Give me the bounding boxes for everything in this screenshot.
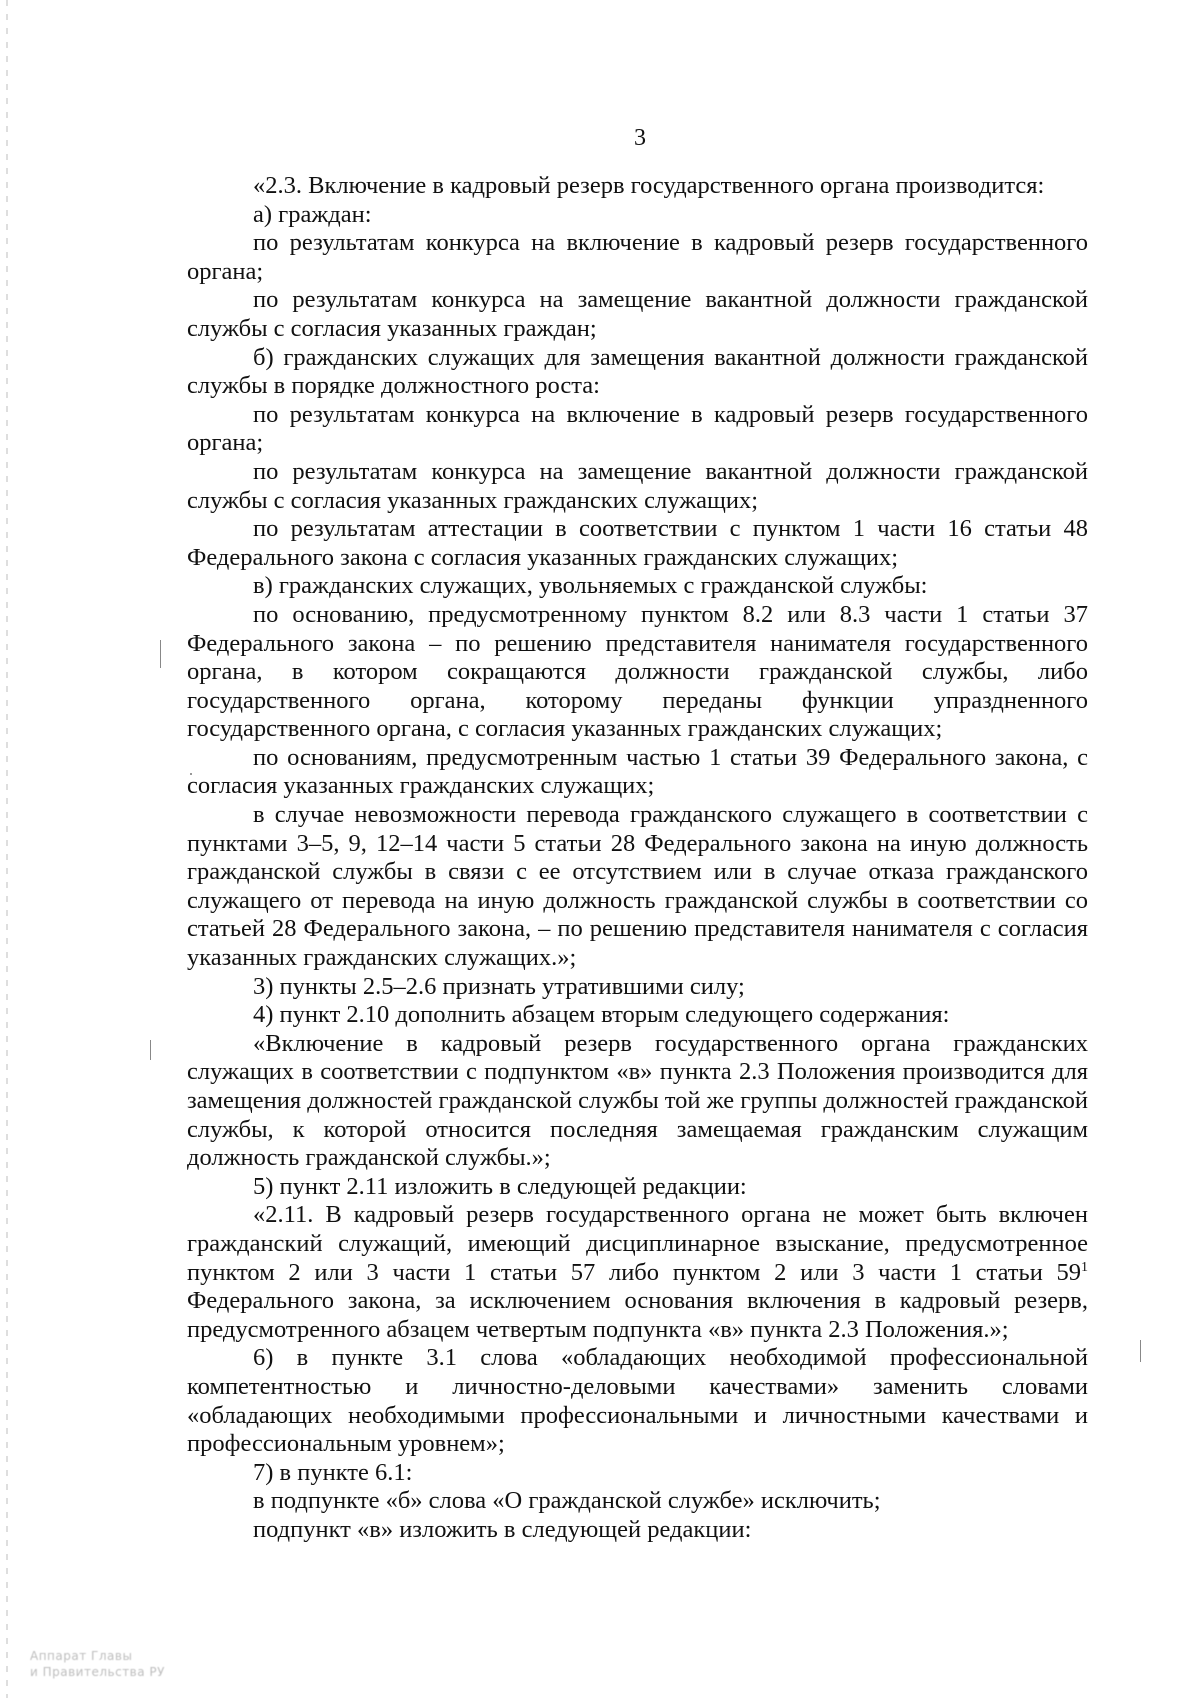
paragraph: по результатам конкурса на включение в кадровый резерв государственного органа;: [187, 229, 1088, 285]
scan-mark: [160, 640, 161, 668]
paragraph: подпункт «в» изложить в следующей редакции:: [253, 1515, 752, 1543]
paragraph-2-11: [187, 1201, 1088, 1344]
superscript: 1: [1081, 1259, 1088, 1275]
paragraph-2-11-text-b: Федерального закона, за исключением основания включения в кадровый резерв, предусмотренного абзацем четвертым подпункта «в» пункта 2.3 Положения.»;: [187, 1287, 1088, 1343]
paragraph: в подпункте «б» слова «О гражданской службе» исключить;: [253, 1487, 881, 1515]
scan-mark: [1140, 1340, 1141, 1362]
stamp-line: Аппарат Главы: [30, 1649, 133, 1663]
paragraph: по основанию, предусмотренному пунктом 8.2 или 8.3 части 1 статьи 37 Федерального закона – по решению представителя нанимателя государственного органа, в котором сокращаются должности гражданской службы, либо государственного органа, которому переданы функции упраздненного государственного органа, с согласия указанных гражданских служащих;: [187, 600, 1088, 743]
page-number: 3: [634, 125, 646, 151]
document-body: [187, 172, 1088, 1545]
paragraph: в случае невозможности перевода гражданского служащего в соответствии с пунктами 3–5, 9, 12–14 части 5 статьи 28 Федерального закона на иную должность гражданской службы в связи с ее отсутствием или в случае отказа гражданского служащего от перевода на иную должность гражданской службы в соответствии со статьей 28 Федерального закона, – по решению представителя нанимателя с согласия указанных гражданских служащих.»;: [187, 801, 1088, 972]
paragraph: 6) в пункте 3.1 слова «обладающих необходимой профессиональной компетентностью и личностно-деловыми качествами» заменить словами «обладающих необходимыми профессиональными и личностными качествами и профессиональным уровнем»;: [187, 1344, 1088, 1458]
paragraph-2-11-text-a: «2.11. В кадровый резерв государственного органа не может быть включен гражданский служащий, имеющий дисциплинарное взыскание, предусмотренное пунктом 2 или 3 части 1 статьи 57 либо пунктом 2 или 3 части 1 статьи 59: [187, 1201, 1088, 1286]
paragraph: по результатам конкурса на замещение вакантной должности гражданской службы с согласия указанных граждан;: [187, 286, 1088, 342]
paragraph: 3) пункты 2.5–2.6 признать утратившими силу;: [253, 972, 745, 1000]
paragraph: 5) пункт 2.11 изложить в следующей редакции:: [253, 1172, 747, 1200]
stamp-line: и Правительства РУ: [30, 1665, 165, 1679]
paragraph: «Включение в кадровый резерв государственного органа гражданских служащих в соответствии с подпунктом «в» пункта 2.3 Положения производится для замещения должностей гражданской службы той же группы должностей гражданской службы, к которой относится последняя замещаемая гражданским служащим должность гражданской службы.»;: [187, 1029, 1088, 1172]
paragraph: по результатам аттестации в соответствии с пунктом 1 части 16 статьи 48 Федерального закона с согласия указанных гражданских служащих;: [187, 515, 1088, 571]
paragraph: а) граждан:: [253, 200, 372, 228]
paragraph: 7) в пункте 6.1:: [253, 1458, 413, 1486]
paragraph: в) гражданских служащих, увольняемых с гражданской службы:: [253, 572, 928, 600]
faded-stamp: [30, 1648, 220, 1680]
paragraph: «2.3. Включение в кадровый резерв государственного органа производится:: [253, 172, 1045, 199]
paragraph: по результатам конкурса на включение в кадровый резерв государственного органа;: [187, 400, 1088, 457]
scan-mark: [150, 1040, 151, 1060]
paragraph: 4) пункт 2.10 дополнить абзацем вторым следующего содержания:: [253, 1001, 950, 1029]
paragraph: б) гражданских служащих для замещения вакантной должности гражданской службы в порядке должностного роста:: [187, 343, 1088, 400]
paragraph: по основаниям, предусмотренным частью 1 статьи 39 Федерального закона, с согласия указанных гражданских служащих;: [187, 743, 1088, 800]
paragraph: по результатам конкурса на замещение вакантной должности гражданской службы с согласия указанных гражданских служащих;: [187, 457, 1088, 514]
scan-edge-artifact: [6, 0, 8, 1698]
